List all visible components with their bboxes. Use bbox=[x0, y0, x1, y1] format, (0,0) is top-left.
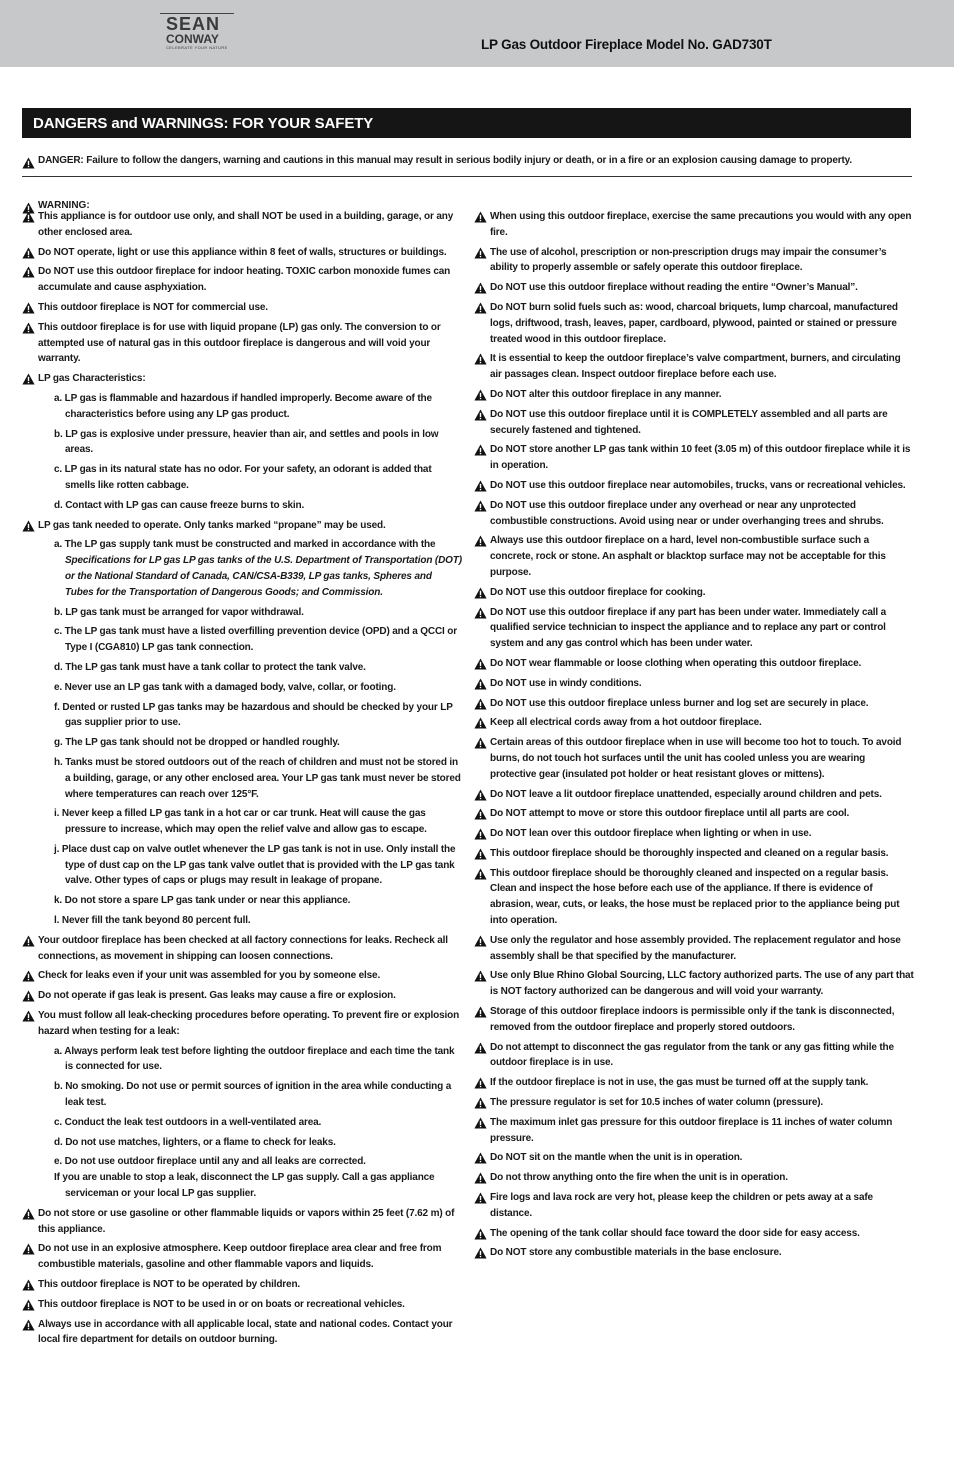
warning-icon bbox=[22, 247, 35, 259]
list-item: Always use this outdoor fireplace on a hard, level non-combustible surface such a concrete, rock or stone. An asphalt or blacktop surface may not be acceptable for this purpose. bbox=[474, 533, 914, 580]
list-item: You must follow all leak-checking procedures before operating. To prevent fire or explosion hazard when testing for a leak: bbox=[22, 1008, 462, 1040]
list-item: This outdoor fireplace is NOT to be used in or on boats or recreational vehicles. bbox=[22, 1297, 462, 1313]
list-item: This outdoor fireplace is NOT to be operated by children. bbox=[22, 1277, 462, 1293]
warning-icon bbox=[474, 500, 487, 512]
warning-icon bbox=[474, 211, 487, 223]
divider bbox=[22, 176, 912, 177]
list-item: Do NOT use this outdoor fireplace under any overhead or near any unprotected combustible constructions. Avoid using near or under overhanging trees and shrubs. bbox=[474, 498, 914, 530]
sub-item: c. Conduct the leak test outdoors in a well-ventilated area. bbox=[54, 1116, 322, 1128]
warning-icon bbox=[474, 409, 487, 421]
list-item: The use of alcohol, prescription or non-prescription drugs may impair the consumer’s ability to properly assemble or safely operate this outdoor fireplace. bbox=[474, 245, 914, 277]
list-item: The opening of the tank collar should face toward the door side for easy access. bbox=[474, 1226, 914, 1242]
warning-heading: WARNING: bbox=[22, 200, 954, 211]
warning-icon bbox=[22, 970, 35, 982]
warning-icon bbox=[22, 1279, 35, 1291]
list-item: Do NOT store any combustible materials in the base enclosure. bbox=[474, 1245, 914, 1261]
sub-item: i. Never keep a filled LP gas tank in a hot car or car trunk. Heat will cause the gas pressure to increase, which may open the relief valve and allow gas to escape. bbox=[54, 808, 427, 836]
warning-icon bbox=[474, 480, 487, 492]
sub-item: b. No smoking. Do not use or permit sources of ignition in the area while conducting a leak test. bbox=[54, 1081, 452, 1109]
warning-icon bbox=[22, 266, 35, 278]
warning-icon bbox=[474, 698, 487, 710]
sub-item: f. Dented or rusted LP gas tanks may be hazardous and should be checked by your LP gas supplier prior to use. bbox=[54, 701, 453, 729]
warning-icon bbox=[474, 717, 487, 729]
sub-item: e. Never use an LP gas tank with a damaged body, valve, collar, or footing. bbox=[54, 681, 396, 693]
list-item: Do NOT use in windy conditions. bbox=[474, 676, 914, 692]
warning-icon bbox=[474, 935, 487, 947]
warning-icon bbox=[474, 389, 487, 401]
list-item: Do NOT burn solid fuels such as: wood, charcoal briquets, lump charcoal, manufactured logs, driftwood, trash, leaves, paper, cardboard, plywood, painted or stained or pressure treated wood in this outdoor fireplace. bbox=[474, 300, 914, 347]
list-item: Use only Blue Rhino Global Sourcing, LLC factory authorized parts. The use of any part that is NOT factory authorized can be dangerous and will void your warranty. bbox=[474, 968, 914, 1000]
logo-line1: SEAN bbox=[166, 14, 221, 34]
warning-icon bbox=[474, 970, 487, 982]
list-item: LP gas Characteristics: bbox=[22, 371, 462, 387]
banner-title: DANGERS and WARNINGS: FOR YOUR SAFETY bbox=[33, 115, 374, 132]
list-item: If the outdoor fireplace is not in use, the gas must be turned off at the supply tank. bbox=[474, 1075, 914, 1091]
sub-item: h. Tanks must be stored outdoors out of the reach of children and must not be stored in a building, garage, or any other enclosed area. Your LP gas tank must never be stored where temperatures can reach over 125°F. bbox=[54, 756, 461, 800]
warning-icon bbox=[474, 1006, 487, 1018]
list-item: Do NOT store another LP gas tank within 10 feet (3.05 m) of this outdoor fireplace while it is in operation. bbox=[474, 442, 914, 474]
header-bar bbox=[0, 0, 954, 67]
warning-icon bbox=[22, 520, 35, 532]
list-item: Do NOT use this outdoor fireplace unless burner and log set are securely in place. bbox=[474, 696, 914, 712]
sub-item: j. Place dust cap on valve outlet whenever the LP gas tank is not in use. Only install the type of dust cap on the LP gas tank valve outlet that is provided with the LP gas tank valve. Other types of caps or plugs may result in leakage of propane. bbox=[54, 843, 456, 887]
sub-item: a. LP gas is flammable and hazardous if handled improperly. Become aware of the characteristics before using any LP gas product. bbox=[54, 392, 432, 420]
danger-statement: DANGER: Failure to follow the dangers, warning and cautions in this manual may result in serious bodily injury or death, or in a fire or an explosion causing damage to property. bbox=[22, 155, 928, 166]
list-item: Do NOT use this outdoor fireplace until it is COMPLETELY assembled and all parts are securely fastened and tightened. bbox=[474, 407, 914, 439]
list-item: Do not throw anything onto the fire when the unit is in operation. bbox=[474, 1170, 914, 1186]
logo-line2: CONWAY bbox=[166, 32, 219, 46]
sub-item: a. Always perform leak test before lighting the outdoor fireplace and each time the tank is connected for use. bbox=[54, 1045, 455, 1073]
sub-item: c. The LP gas tank must have a listed overfilling prevention device (OPD) and a QCCI or Type I (CGA810) LP gas tank connection. bbox=[54, 626, 457, 654]
warning-icon bbox=[22, 322, 35, 334]
warning-icon bbox=[474, 535, 487, 547]
warning-icon bbox=[474, 353, 487, 365]
list-item: Your outdoor fireplace has been checked at all factory connections for leaks. Recheck all connections, as movement in shipping can loosen connections. bbox=[22, 933, 462, 965]
list-item: Do NOT operate, light or use this appliance within 8 feet of walls, structures or buildings. bbox=[22, 245, 462, 261]
brand-logo bbox=[160, 13, 236, 50]
list-item: Do NOT use this outdoor fireplace near automobiles, trucks, vans or recreational vehicles. bbox=[474, 478, 914, 494]
list-item: This outdoor fireplace is NOT for commercial use. bbox=[22, 300, 462, 316]
list-item: Certain areas of this outdoor fireplace when in use will become too hot to touch. To avoid burns, do not touch hot surfaces until the unit has cooled unless you are wearing protective gear (insulated pot holder or heat resistant gloves or mittens). bbox=[474, 735, 914, 782]
warning-icon bbox=[474, 607, 487, 619]
list-item: Do NOT lean over this outdoor fireplace when lighting or when in use. bbox=[474, 826, 914, 842]
list-item: Do NOT leave a lit outdoor fireplace unattended, especially around children and pets. bbox=[474, 787, 914, 803]
list-item: Do NOT attempt to move or store this outdoor fireplace until all parts are cool. bbox=[474, 806, 914, 822]
warning-icon bbox=[22, 211, 35, 223]
sub-item: d. Do not use matches, lighters, or a flame to check for leaks. bbox=[54, 1136, 336, 1148]
list-item: This outdoor fireplace should be thoroughly inspected and cleaned on a regular basis. bbox=[474, 846, 914, 862]
list-item: Do NOT use this outdoor fireplace if any part has been under water. Immediately call a qualified service technician to inspect the appliance and to replace any part or control system and any gas control which has been under water. bbox=[474, 605, 914, 652]
warning-icon bbox=[474, 1117, 487, 1129]
list-item: Do NOT sit on the mantle when the unit is in operation. bbox=[474, 1150, 914, 1166]
list-item: Do NOT use this outdoor fireplace for cooking. bbox=[474, 585, 914, 601]
warning-icon bbox=[22, 157, 35, 169]
sub-item: k. Do not store a spare LP gas tank under or near this appliance. bbox=[54, 895, 351, 907]
list-item: Keep all electrical cords away from a hot outdoor fireplace. bbox=[474, 715, 914, 731]
sub-item-continued: If you are unable to stop a leak, disconnect the LP gas supply. Call a gas appliance serviceman or your local LP gas supplier. bbox=[54, 1172, 435, 1200]
list-item: When using this outdoor fireplace, exercise the same precautions you would with any open fire. bbox=[474, 209, 914, 241]
section-banner bbox=[22, 108, 911, 138]
warning-icon bbox=[474, 868, 487, 880]
warning-icon bbox=[22, 373, 35, 385]
list-item: Check for leaks even if your unit was assembled for you by someone else. bbox=[22, 968, 462, 984]
list-item: The pressure regulator is set for 10.5 inches of water column (pressure). bbox=[474, 1095, 914, 1111]
sub-item: d. The LP gas tank must have a tank collar to protect the tank valve. bbox=[54, 661, 366, 673]
logo-tagline: CELEBRATE YOUR NATURE bbox=[166, 45, 228, 50]
warning-icon bbox=[474, 737, 487, 749]
warnings-left-column bbox=[22, 209, 462, 1352]
list-item: Do not attempt to disconnect the gas regulator from the tank or any gas fitting while the outdoor fireplace is in use. bbox=[474, 1040, 914, 1072]
sub-item: a. The LP gas supply tank must be constructed and marked in accordance with the Specifications for LP gas LP gas tanks of the U.S. Department of Transportation (DOT) or the National Standard of Canada, CAN/CSA-B339, LP gas tanks, Spheres and Tubes for the Transportation of Dangerous Goods; and Commission. bbox=[54, 539, 462, 598]
list-item: Do NOT wear flammable or loose clothing when operating this outdoor fireplace. bbox=[474, 656, 914, 672]
warnings-right-column bbox=[474, 209, 914, 1265]
warning-icon bbox=[474, 302, 487, 314]
warning-icon bbox=[474, 444, 487, 456]
warning-icon bbox=[474, 658, 487, 670]
sub-item: d. Contact with LP gas can cause freeze burns to skin. bbox=[54, 499, 305, 511]
warning-icon bbox=[474, 1152, 487, 1164]
warning-icon bbox=[474, 247, 487, 259]
warning-icon bbox=[474, 678, 487, 690]
warning-icon bbox=[474, 789, 487, 801]
warning-icon bbox=[22, 1243, 35, 1255]
sub-item: l. Never fill the tank beyond 80 percent full. bbox=[54, 915, 251, 927]
warning-icon bbox=[22, 990, 35, 1002]
warning-icon bbox=[474, 1077, 487, 1089]
list-item: It is essential to keep the outdoor fireplace’s valve compartment, burners, and circulating air passages clean. Inspect outdoor fireplace before each use. bbox=[474, 351, 914, 383]
list-item: Do not use in an explosive atmosphere. Keep outdoor fireplace area clear and free from combustible materials, gasoline and other flammable vapors and liquids. bbox=[22, 1241, 462, 1273]
warning-icon bbox=[474, 1042, 487, 1054]
sub-item: b. LP gas is explosive under pressure, heavier than air, and settles and pools in low areas. bbox=[54, 428, 439, 456]
warning-icon bbox=[474, 1172, 487, 1184]
list-item: Do NOT use this outdoor fireplace for indoor heating. TOXIC carbon monoxide fumes can accumulate and cause asphyxiation. bbox=[22, 264, 462, 296]
warning-icon bbox=[22, 1319, 35, 1331]
warning-icon bbox=[22, 302, 35, 314]
list-item: Fire logs and lava rock are very hot, please keep the children or pets away at a safe distance. bbox=[474, 1190, 914, 1222]
list-item: Storage of this outdoor fireplace indoors is permissible only if the tank is disconnected, removed from the outdoor fireplace and properly stored outdoors. bbox=[474, 1004, 914, 1036]
list-item: Do not operate if gas leak is present. Gas leaks may cause a fire or explosion. bbox=[22, 988, 462, 1004]
list-item: Do NOT use this outdoor fireplace without reading the entire “Owner’s Manual”. bbox=[474, 280, 914, 296]
warning-icon bbox=[22, 1299, 35, 1311]
warning-icon bbox=[474, 587, 487, 599]
list-item: This outdoor fireplace is for use with liquid propane (LP) gas only. The conversion to or attempted use of natural gas in this outdoor fireplace is dangerous and will void your warranty. bbox=[22, 320, 462, 367]
warning-icon bbox=[474, 828, 487, 840]
list-item: This outdoor fireplace should be thoroughly cleaned and inspected on a regular basis. Clean and inspect the hose before each use of the appliance. If there is evidence of abrasion, wear, cuts, or leaks, the hose must be replaced prior to the appliance being put into operation. bbox=[474, 866, 914, 929]
sub-item: g. The LP gas tank should not be dropped or handled roughly. bbox=[54, 737, 340, 749]
list-item: LP gas tank needed to operate. Only tanks marked “propane” may be used. bbox=[22, 518, 462, 534]
warning-icon bbox=[474, 1228, 487, 1240]
list-item: Always use in accordance with all applicable local, state and national codes. Contact your local fire department for details on outdoor burning. bbox=[22, 1317, 462, 1349]
warning-icon bbox=[474, 1097, 487, 1109]
warning-icon bbox=[474, 1247, 487, 1259]
warning-icon bbox=[22, 935, 35, 947]
warning-icon bbox=[22, 1208, 35, 1220]
sub-item: e. Do not use outdoor fireplace until any and all leaks are corrected. bbox=[54, 1156, 366, 1168]
warning-icon bbox=[22, 1010, 35, 1022]
warning-icon bbox=[474, 848, 487, 860]
list-item: Do NOT alter this outdoor fireplace in any manner. bbox=[474, 387, 914, 403]
list-item: Do not store or use gasoline or other flammable liquids or vapors within 25 feet (7.62 m) of this appliance. bbox=[22, 1206, 462, 1238]
warning-icon bbox=[474, 1192, 487, 1204]
model-title: LP Gas Outdoor Fireplace Model No. GAD730T bbox=[481, 37, 772, 52]
list-item: The maximum inlet gas pressure for this outdoor fireplace is 11 inches of water column pressure. bbox=[474, 1115, 914, 1147]
warning-icon bbox=[474, 282, 487, 294]
sub-item: b. LP gas tank must be arranged for vapor withdrawal. bbox=[54, 606, 304, 618]
sub-item: c. LP gas in its natural state has no odor. For your safety, an odorant is added that smells like rotten cabbage. bbox=[54, 464, 432, 491]
list-item: This appliance is for outdoor use only, and shall NOT be used in a building, garage, or any other enclosed area. bbox=[22, 209, 462, 241]
warning-icon bbox=[474, 808, 487, 820]
list-item: Use only the regulator and hose assembly provided. The replacement regulator and hose assembly shall be that specified by the manufacturer. bbox=[474, 933, 914, 965]
